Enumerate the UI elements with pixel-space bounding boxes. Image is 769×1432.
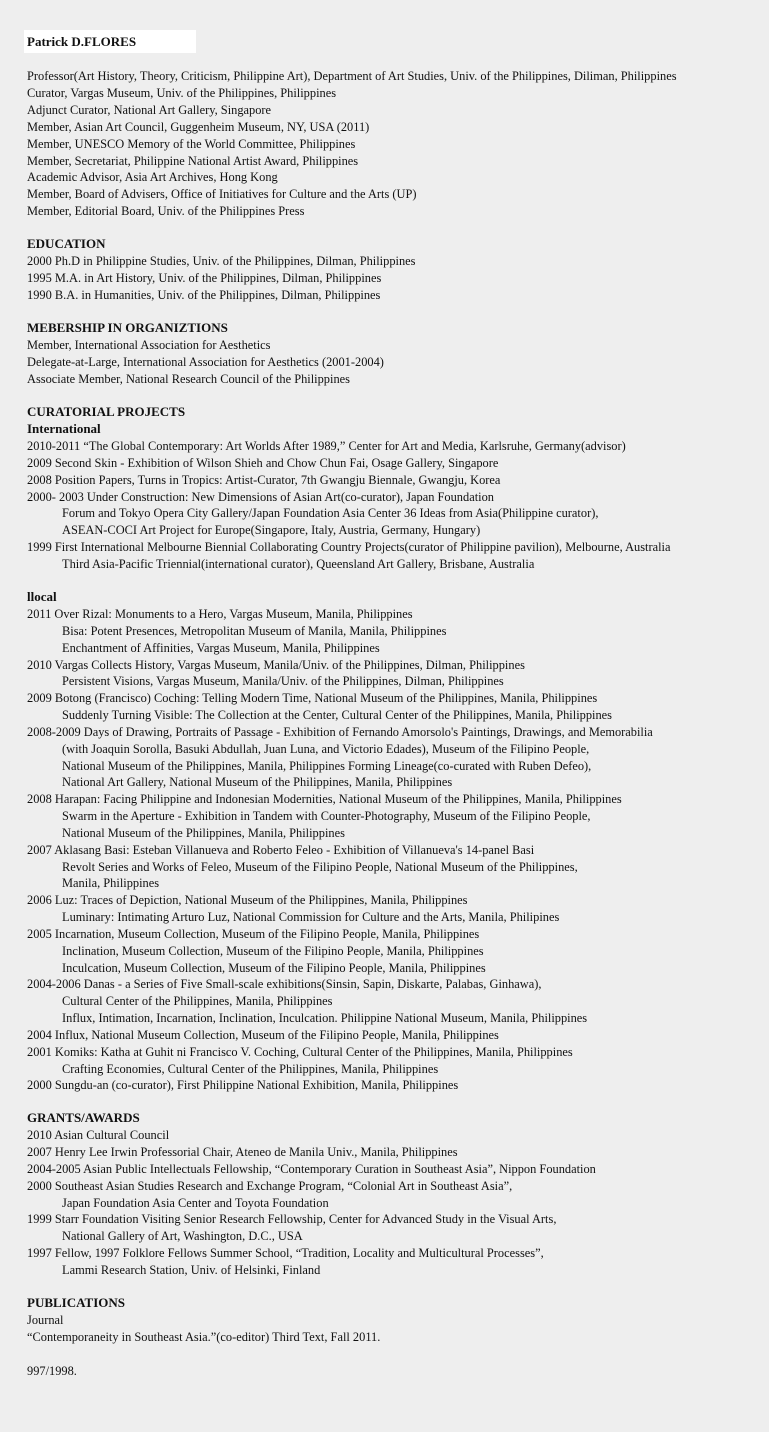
section-heading-membership: MEBERSHIP IN ORGANIZTIONS xyxy=(27,320,228,335)
international-item: Forum and Tokyo Opera City Gallery/Japan Foundation Asia Center 36 Ideas from Asia(Philippine curator), xyxy=(62,506,599,520)
grant-item: 1999 Starr Foundation Visiting Senior Research Fellowship, Center for Advanced Study in the Visual Arts, xyxy=(27,1212,557,1226)
local-item: 2011 Over Rizal: Monuments to a Hero, Vargas Museum, Manila, Philippines xyxy=(27,607,413,621)
position-line: Member, Secretariat, Philippine National Artist Award, Philippines xyxy=(27,154,359,168)
local-item: Luminary: Intimating Arturo Luz, National Commission for Culture and the Arts, Manila, Philipines xyxy=(62,910,560,924)
section-heading-publications: PUBLICATIONS xyxy=(27,1295,126,1310)
subheading-international: International xyxy=(27,421,101,436)
position-line: Member, UNESCO Memory of the World Committee, Philippines xyxy=(27,137,356,151)
local-item: 2008-2009 Days of Drawing, Portraits of Passage - Exhibition of Fernando Amorsolo's Paintings, Drawings, and Memorabilia xyxy=(27,725,653,739)
local-item: National Art Gallery, National Museum of the Philippines, Manila, Philippines xyxy=(62,775,453,789)
local-item: 2007 Aklasang Basi: Esteban Villanueva and Roberto Feleo - Exhibition of Villanueva's 14-panel Basi xyxy=(27,843,535,857)
local-item: Persistent Visions, Vargas Museum, Manila/Univ. of the Philippines, Dilman, Philippines xyxy=(62,674,504,688)
publication-tail: 997/1998. xyxy=(27,1364,77,1378)
section-heading-grants: GRANTS/AWARDS xyxy=(27,1110,140,1125)
subheading-local: llocal xyxy=(27,589,57,604)
international-item: 1999 First International Melbourne Biennial Collaborating Country Projects(curator of Philippine pavilion), Melbourne, Australia xyxy=(27,540,671,554)
local-item: 2004 Influx, National Museum Collection, Museum of the Filipino People, Manila, Philippines xyxy=(27,1028,499,1042)
local-item: Inclination, Museum Collection, Museum of the Filipino People, Manila, Philippines xyxy=(62,944,484,958)
membership-item: Delegate-at-Large, International Association for Aesthetics (2001-2004) xyxy=(27,355,384,369)
grant-item: National Gallery of Art, Washington, D.C., USA xyxy=(62,1229,303,1243)
grant-item: Japan Foundation Asia Center and Toyota Foundation xyxy=(62,1196,329,1210)
local-item: 2008 Harapan: Facing Philippine and Indonesian Modernities, National Museum of the Philippines, Manila, Philippines xyxy=(27,792,622,806)
local-item: National Museum of the Philippines, Manila, Philippines Forming Lineage(co-curated with Ruben Defeo), xyxy=(62,759,592,773)
local-item: 2005 Incarnation, Museum Collection, Museum of the Filipino People, Manila, Philippines xyxy=(27,927,480,941)
international-item: 2008 Position Papers, Turns in Tropics: Artist-Curator, 7th Gwangju Biennale, Gwangju, Korea xyxy=(27,473,501,487)
grant-item: Lammi Research Station, Univ. of Helsinki, Finland xyxy=(62,1263,321,1277)
local-item: Revolt Series and Works of Feleo, Museum of the Filipino People, National Museum of the Philippines, xyxy=(62,860,578,874)
publication-item: “Contemporaneity in Southeast Asia.”(co-editor) Third Text, Fall 2011. xyxy=(27,1330,381,1344)
position-line: Curator, Vargas Museum, Univ. of the Philippines, Philippines xyxy=(27,86,337,100)
local-item: Inculcation, Museum Collection, Museum of the Filipino People, Manila, Philippines xyxy=(62,961,486,975)
local-item: Influx, Intimation, Incarnation, Inclination, Inculcation. Philippine National Museum, Manila, Philippines xyxy=(62,1011,588,1025)
local-item: 2001 Komiks: Katha at Guhit ni Francisco V. Coching, Cultural Center of the Philippines, Manila, Philippines xyxy=(27,1045,573,1059)
local-item: 2010 Vargas Collects History, Vargas Museum, Manila/Univ. of the Philippines, Dilman, Philippines xyxy=(27,658,525,672)
position-line: Member, Board of Advisers, Office of Initiatives for Culture and the Arts (UP) xyxy=(27,187,417,201)
local-item: Enchantment of Affinities, Vargas Museum, Manila, Philippines xyxy=(62,641,380,655)
local-item: 2006 Luz: Traces of Depiction, National Museum of the Philippines, Manila, Philippines xyxy=(27,893,468,907)
grant-item: 2007 Henry Lee Irwin Professorial Chair, Ateneo de Manila Univ., Manila, Philippines xyxy=(27,1145,458,1159)
local-item: National Museum of the Philippines, Manila, Philippines xyxy=(62,826,345,840)
person-name: Patrick D.FLORES xyxy=(24,30,196,53)
section-heading-curatorial: CURATORIAL PROJECTS xyxy=(27,404,186,419)
position-line: Professor(Art History, Theory, Criticism, Philippine Art), Department of Art Studies, Univ. of the Philippines, Diliman, Philippines xyxy=(27,69,677,83)
international-item: 2010-2011 “The Global Contemporary: Art Worlds After 1989,” Center for Art and Media, Karlsruhe, Germany(advisor) xyxy=(27,439,626,453)
membership-item: Associate Member, National Research Council of the Philippines xyxy=(27,372,350,386)
position-line: Member, Editorial Board, Univ. of the Philippines Press xyxy=(27,204,305,218)
local-item: Suddenly Turning Visible: The Collection at the Center, Cultural Center of the Philippines, Manila, Philippines xyxy=(62,708,612,722)
position-line: Adjunct Curator, National Art Gallery, Singapore xyxy=(27,103,272,117)
local-item: Manila, Philippines xyxy=(62,876,160,890)
local-item: (with Joaquin Sorolla, Basuki Abdullah, Juan Luna, and Victorio Edades), Museum of the Filipino People, xyxy=(62,742,590,756)
international-item: Third Asia-Pacific Triennial(international curator), Queensland Art Gallery, Brisbane, Australia xyxy=(62,557,535,571)
education-item: 2000 Ph.D in Philippine Studies, Univ. of the Philippines, Dilman, Philippines xyxy=(27,254,416,268)
membership-item: Member, International Association for Aesthetics xyxy=(27,338,271,352)
international-item: 2000- 2003 Under Construction: New Dimensions of Asian Art(co-curator), Japan Foundation xyxy=(27,490,494,504)
section-heading-education: EDUCATION xyxy=(27,236,106,251)
grant-item: 2010 Asian Cultural Council xyxy=(27,1128,170,1142)
international-item: 2009 Second Skin - Exhibition of Wilson Shieh and Chow Chun Fai, Osage Gallery, Singapore xyxy=(27,456,499,470)
education-item: 1995 M.A. in Art History, Univ. of the Philippines, Dilman, Philippines xyxy=(27,271,382,285)
subheading-journal: Journal xyxy=(27,1313,64,1327)
local-item: Bisa: Potent Presences, Metropolitan Museum of Manila, Manila, Philippines xyxy=(62,624,447,638)
local-item: 2000 Sungdu-an (co-curator), First Philippine National Exhibition, Manila, Philippines xyxy=(27,1078,459,1092)
local-item: 2004-2006 Danas - a Series of Five Small-scale exhibitions(Sinsin, Sapin, Diskarte, Palabas, Ginhawa), xyxy=(27,977,542,991)
position-line: Academic Advisor, Asia Art Archives, Hong Kong xyxy=(27,170,278,184)
local-item: Cultural Center of the Philippines, Manila, Philippines xyxy=(62,994,333,1008)
grant-item: 2000 Southeast Asian Studies Research and Exchange Program, “Colonial Art in Southeast Asia”, xyxy=(27,1179,513,1193)
local-item: 2009 Botong (Francisco) Coching: Telling Modern Time, National Museum of the Philippines, Manila, Philippines xyxy=(27,691,598,705)
grant-item: 2004-2005 Asian Public Intellectuals Fellowship, “Contemporary Curation in Southeast Asia”, Nippon Foundation xyxy=(27,1162,596,1176)
education-item: 1990 B.A. in Humanities, Univ. of the Philippines, Dilman, Philippines xyxy=(27,288,381,302)
local-item: Swarm in the Aperture - Exhibition in Tandem with Counter-Photography, Museum of the Filipino People, xyxy=(62,809,591,823)
position-line: Member, Asian Art Council, Guggenheim Museum, NY, USA (2011) xyxy=(27,120,370,134)
grant-item: 1997 Fellow, 1997 Folklore Fellows Summer School, “Tradition, Locality and Multicultural Processes”, xyxy=(27,1246,544,1260)
local-item: Crafting Economies, Cultural Center of the Philippines, Manila, Philippines xyxy=(62,1062,439,1076)
international-item: ASEAN-COCI Art Project for Europe(Singapore, Italy, Austria, Germany, Hungary) xyxy=(62,523,481,537)
